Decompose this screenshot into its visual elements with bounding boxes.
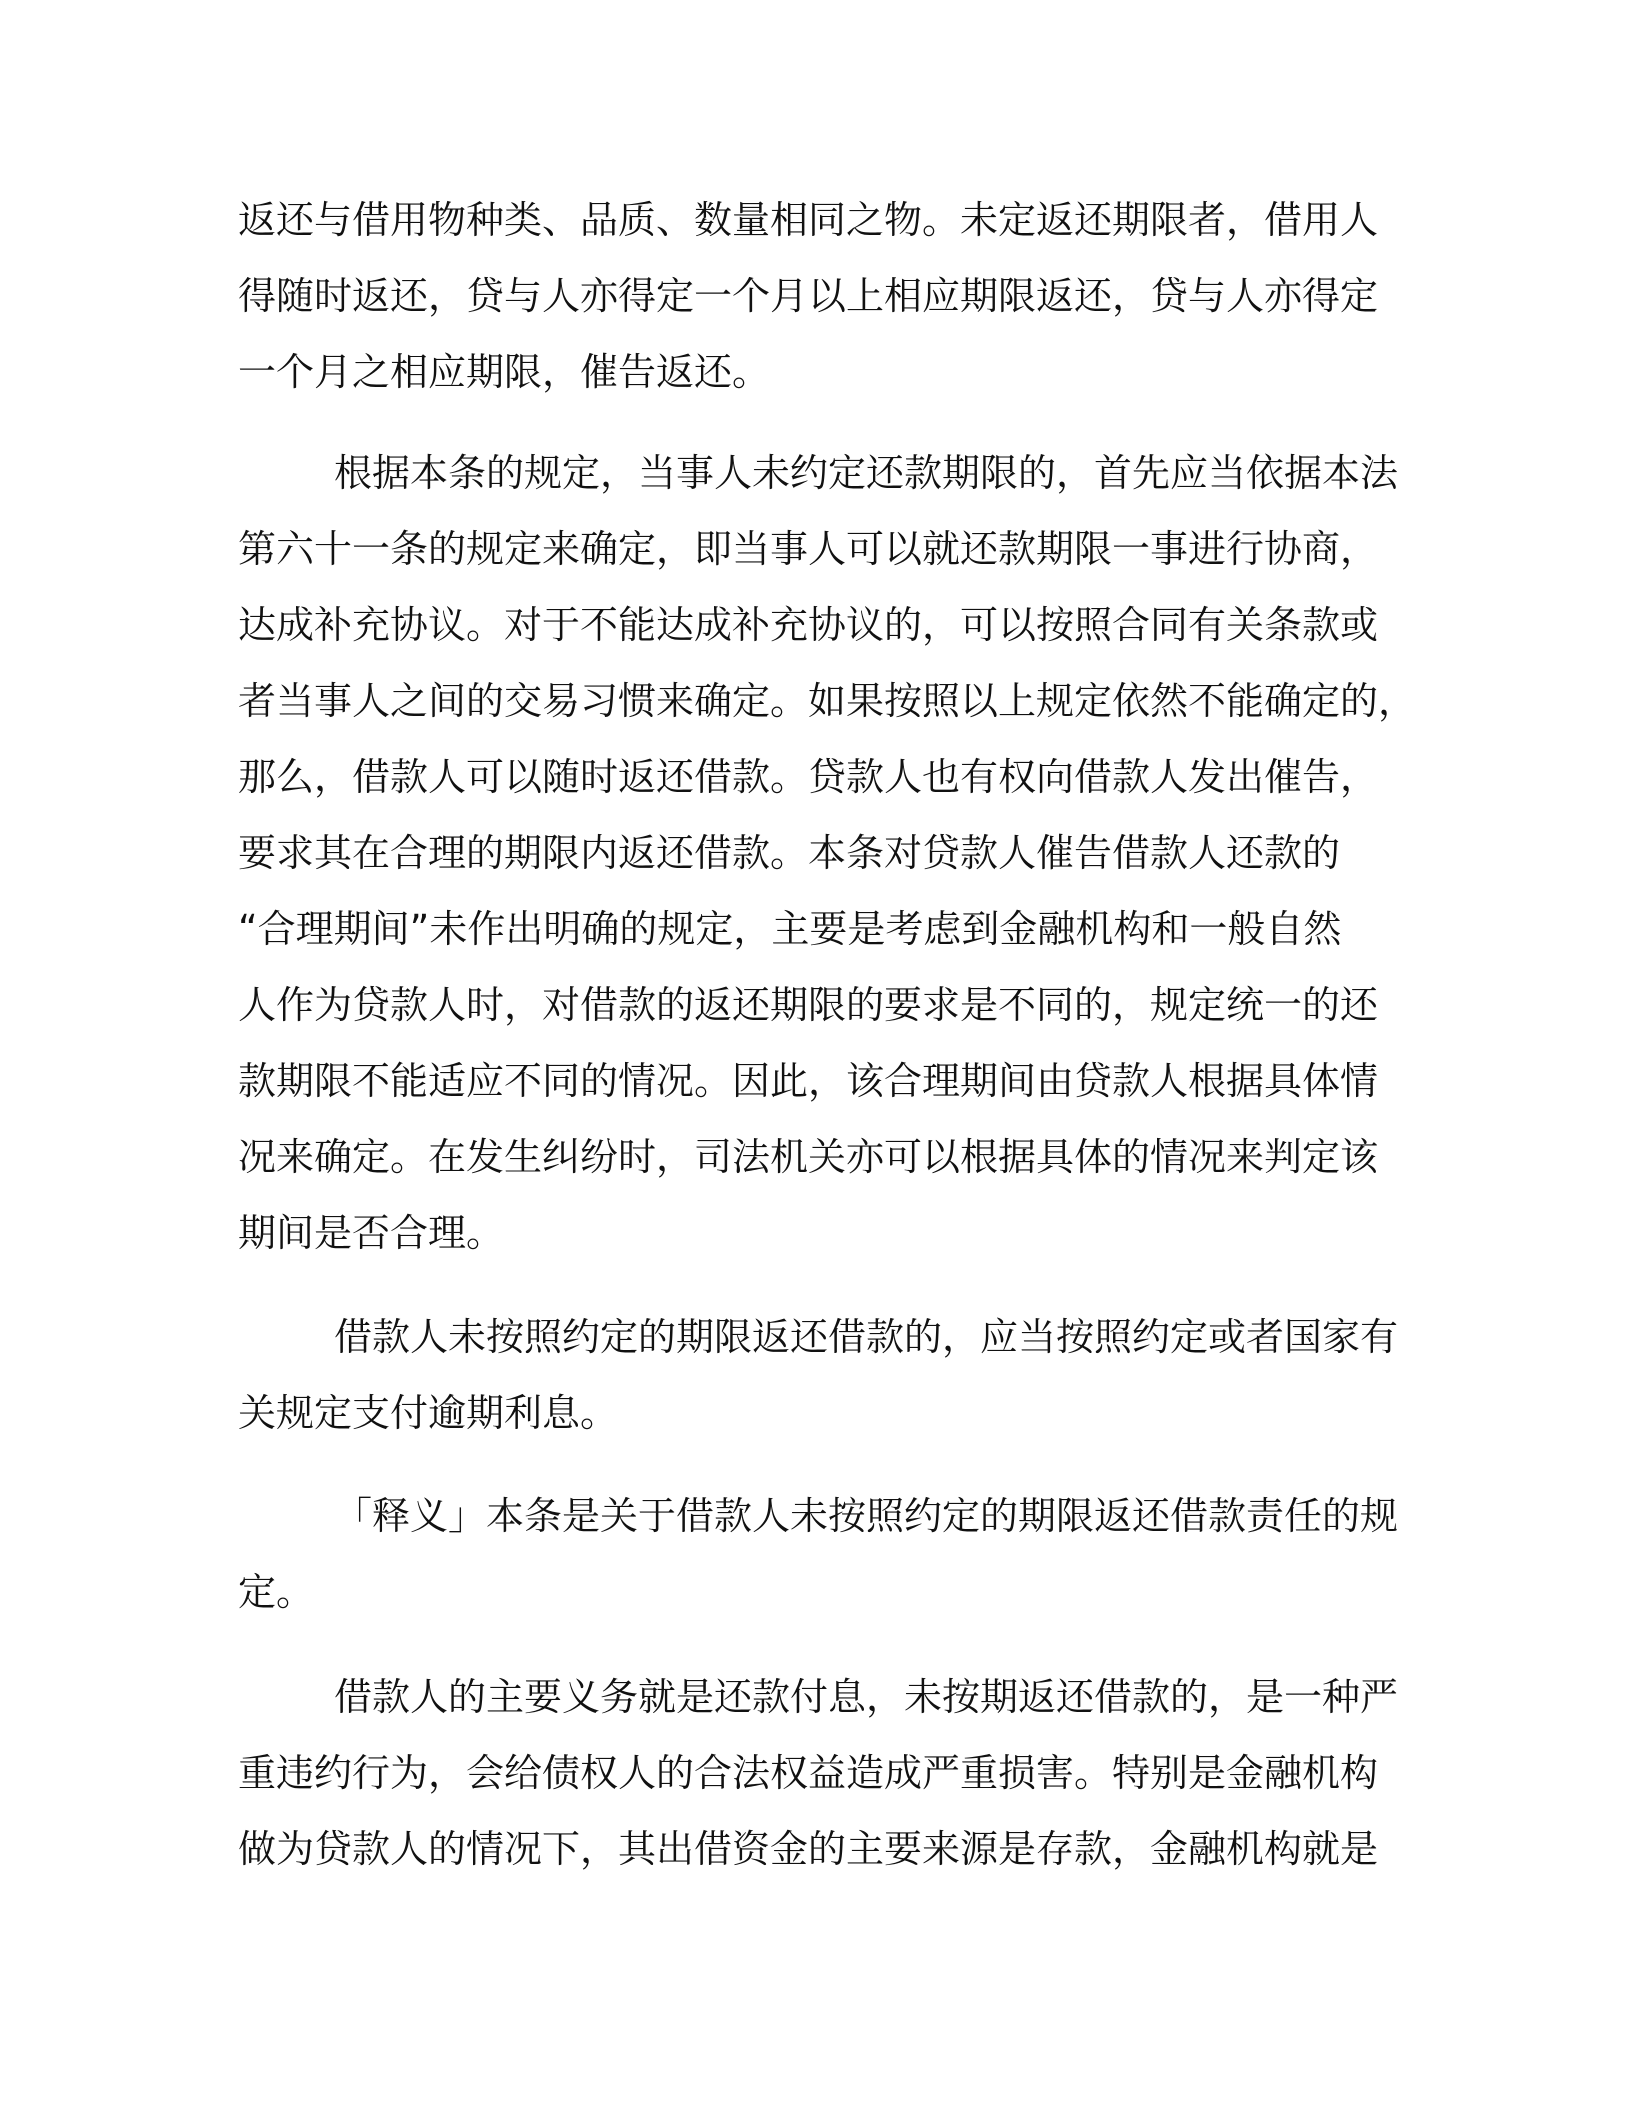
- paragraph-first-line: 借款人未按照约定的期限返还借款的，应当按照约定或者国家有: [334, 1315, 1399, 1359]
- paragraph-first-line: 「释义」本条是关于借款人未按照约定的期限返还借款责任的规: [334, 1494, 1399, 1538]
- text-line: 做为贷款人的情况下，其出借资金的主要来源是存款，金融机构就是: [238, 1827, 1379, 1871]
- paragraph-first-line: 借款人的主要义务就是还款付息，未按期返还借款的，是一种严: [334, 1675, 1399, 1719]
- text-line: 一个月之相应期限，催告返还。: [238, 350, 771, 394]
- text-line: “合理期间”未作出明确的规定，主要是考虑到金融机构和一般自然: [238, 907, 1342, 951]
- text-line: 期间是否合理。: [238, 1211, 505, 1255]
- text-line: 关规定支付逾期利息。: [238, 1391, 619, 1435]
- text-line: 款期限不能适应不同的情况。因此，该合理期间由贷款人根据具体情: [238, 1059, 1379, 1103]
- text-line: 者当事人之间的交易习惯来确定。如果按照以上规定依然不能确定的，: [238, 679, 1417, 723]
- text-line: 定。: [238, 1570, 315, 1614]
- text-line: 第六十一条的规定来确定，即当事人可以就还款期限一事进行协商，: [238, 527, 1379, 571]
- text-line: 要求其在合理的期限内返还借款。本条对贷款人催告借款人还款的: [238, 831, 1341, 875]
- text-line: 达成补充协议。对于不能达成补充协议的，可以按照合同有关条款或: [238, 603, 1379, 647]
- text-line: 重违约行为，会给债权人的合法权益造成严重损害。特别是金融机构: [238, 1751, 1379, 1795]
- text-line: 人作为贷款人时，对借款的返还期限的要求是不同的，规定统一的还: [238, 983, 1379, 1027]
- paragraph-first-line: 根据本条的规定，当事人未约定还款期限的，首先应当依据本法: [334, 451, 1399, 495]
- text-line: 得随时返还，贷与人亦得定一个月以上相应期限返还，贷与人亦得定: [238, 274, 1379, 318]
- text-line: 况来确定。在发生纠纷时，司法机关亦可以根据具体的情况来判定该: [238, 1135, 1379, 1179]
- text-line: 那么，借款人可以随时返还借款。贷款人也有权向借款人发出催告，: [238, 755, 1379, 799]
- text-line: 返还与借用物种类、品质、数量相同之物。未定返还期限者，借用人: [238, 198, 1379, 242]
